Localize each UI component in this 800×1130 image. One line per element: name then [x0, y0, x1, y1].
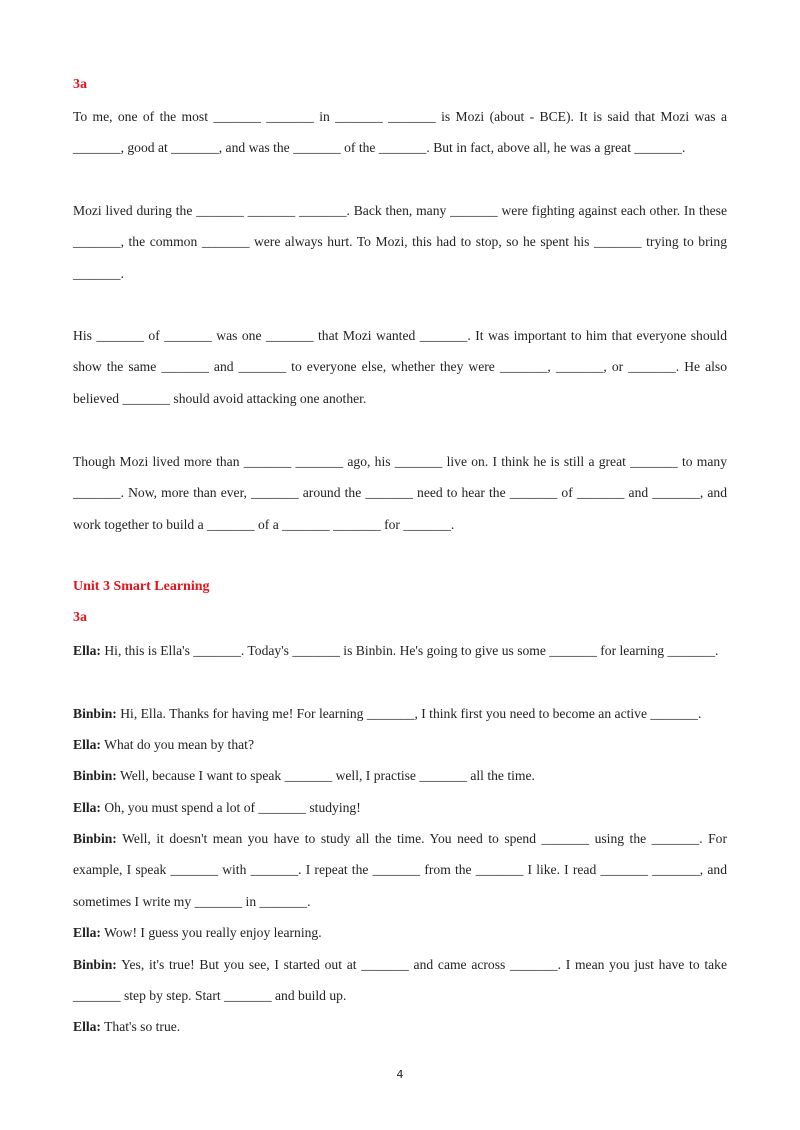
- speaker-name: Ella:: [73, 800, 101, 815]
- dialogue-text: What do you mean by that?: [104, 737, 254, 752]
- dialogue-line: [73, 635, 727, 666]
- dialogue-line: [73, 760, 727, 791]
- dialogue-text: Well, because I want to speak _______ well, I practise _______ all the time.: [119, 768, 535, 783]
- speaker-name: Binbin:: [73, 706, 117, 721]
- unit-section-label-3a: 3a: [73, 610, 87, 625]
- speaker-name: Ella:: [73, 643, 101, 658]
- dialogue-text: Yes, it's true! But you see, I started out at _______ and came across _______. I mean you just have to take _______ step by step. Start _______ and build up.: [73, 957, 727, 1004]
- unit-title: Unit 3 Smart Learning: [73, 579, 210, 594]
- paragraph-1: To me, one of the most _______ _______ in _______ _______ is Mozi (about - BCE). It is said that Mozi was a _______, good at _______, and was the _______ of the _______. But in fact, above all, he was a great _______.: [73, 109, 727, 156]
- paragraph-4: Though Mozi lived more than _______ _______ ago, his _______ live on. I think he is still a great _______ to many _______. Now, more than ever, _______ around the _______ need to hear the _______ of _______ and _______, and work together to build a _______ of a _______ _______ for _______.: [73, 454, 727, 532]
- speaker-name: Ella:: [73, 737, 101, 752]
- dialogue-line: [73, 917, 727, 948]
- dialogue-text: Well, it doesn't mean you have to study all the time. You need to spend _______ using the _______. For example, I speak _______ with _______. I repeat the _______ from the _______ I like. I read _______ _______, and sometimes I write my _______ in _______.: [73, 831, 728, 909]
- paragraph-3: His _______ of _______ was one _______ that Mozi wanted _______. It was important to him that everyone should show the same _______ and _______ to everyone else, whether they were _______, _______, or _______. He also believed _______ should avoid attacking one another.: [73, 328, 727, 406]
- speaker-name: Binbin:: [73, 768, 117, 783]
- section-label-3a: 3a: [73, 77, 87, 92]
- dialogue-text: Oh, you must spend a lot of _______ studying!: [104, 800, 361, 815]
- speaker-name: Binbin:: [73, 957, 117, 972]
- dialogue-line: [73, 1011, 727, 1042]
- dialogue-text: Hi, Ella. Thanks for having me! For learning _______, I think first you need to become an active _______.: [120, 706, 702, 721]
- dialogue-line: [73, 698, 727, 729]
- speaker-name: Ella:: [73, 925, 101, 940]
- dialogue-line: [73, 792, 727, 823]
- speaker-name: Binbin:: [73, 831, 117, 846]
- speaker-name: Ella:: [73, 1019, 101, 1034]
- page-number: 4: [396, 1068, 404, 1081]
- dialogue-line: [73, 949, 727, 1012]
- dialogue-text: Wow! I guess you really enjoy learning.: [104, 925, 322, 940]
- dialogue-line: [73, 823, 727, 917]
- dialogue-text: Hi, this is Ella's _______. Today's _______ is Binbin. He's going to give us some _______ for learning _______.: [104, 643, 719, 658]
- dialogue-text: That's so true.: [104, 1019, 181, 1034]
- paragraph-2: Mozi lived during the _______ _______ _______. Back then, many _______ were fighting against each other. In these _______, the common _______ were always hurt. To Mozi, this had to stop, so he spent his _______ trying to bring _______.: [73, 203, 727, 281]
- dialogue-line: [73, 729, 727, 760]
